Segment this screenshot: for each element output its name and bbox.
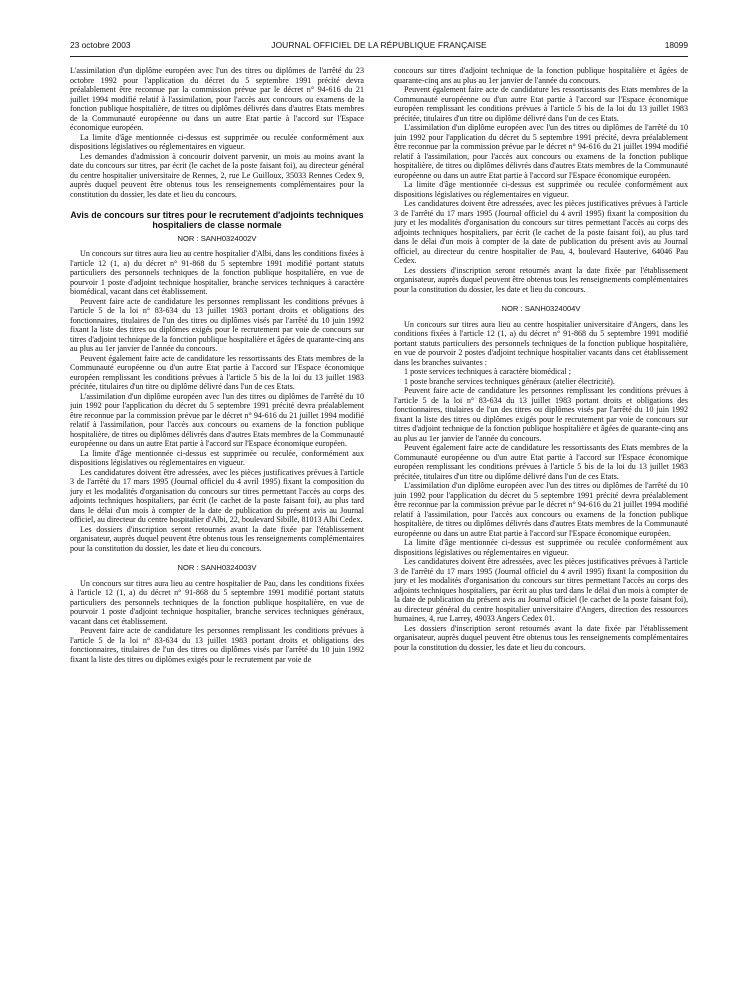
header-date: 23 octobre 2003: [70, 40, 131, 50]
paragraph: Les dossiers d'inscription seront retournés avant la date fixée par l'établissement organisateur, auprès duquel peuvent être obtenus tous les renseignements complémentaires pour la constitution du dossier, les date et lieu du concours.: [394, 623, 688, 652]
paragraph: L'assimilation d'un diplôme européen avec l'un des titres ou diplômes de l'arrêté du 23 octobre 1992 pour l'application du décret du 5 septembre 1991 précité devra préalablement être reconnue par la commission prévue par le décret n° 94-616 du 21 juillet 1994 modifié relatif à l'assimilation, pour l'accès aux concours ou examens de la fonction publique hospitalière, de titres ou diplômes délivrés dans d'autres Etats membres de la Communauté européenne ou dans un autre Etat partie à l'accord sur l'Espace économique européen.: [70, 66, 364, 132]
nor-reference: NOR : SANH0324003V: [177, 563, 257, 573]
paragraph: Les candidatures doivent être adressées, avec les pièces justificatives prévues à l'article 3 de l'arrêté du 17 mars 1995 (Journal officiel du 4 avril 1995) fixant la composition du jury et les modalités d'organisation du concours sur titres permettant l'accès au corps des adjoints techniques hospitaliers, par écrit au plus tard dans le délai d'un mois à compter de la date de publication du présent avis au Journal officiel (le cachet de la poste faisant foi), au directeur général du centre hospitalier universitaire d'Angers, direction des ressources humaines, 4, rue Larrey, 49033 Angers Cedex 01.: [394, 557, 688, 623]
header-page-number: 18099: [664, 40, 688, 50]
paragraph: La limite d'âge mentionnée ci-dessus est supprimée ou reculée conformément aux dispositions législatives ou réglementaires en vigueur.: [394, 538, 688, 557]
paragraph: Peuvent faire acte de candidature les personnes remplissant les conditions prévues à l'article 5 de la loi n° 83-634 du 13 juillet 1983 portant droits et obligations des fonctionnaires, titulaires de l'un des titres ou diplômes visés par l'arrêté du 10 juin 1992 fixant la liste des titres ou diplômes exigés pour le recrutement par voie de: [70, 626, 364, 664]
left-column: [70, 66, 364, 978]
page-header: [70, 40, 688, 56]
paragraph: Les demandes d'admission à concourir doivent parvenir, un mois au moins avant la date du concours sur titres, par écrit (le cachet de la poste faisant foi), au directeur général du centre hospitalier universitaire de Rennes, 2, rue Le Guilloux, 35033 Rennes Cedex 9, auprès duquel peuvent être obtenus tous les renseignements complémentaires pour la constitution du dossier, les date et lieu du concours.: [70, 151, 364, 199]
paragraph: Peuvent également faire acte de candidature les ressortissants des Etats membres de la Communauté européenne ou d'un autre Etat partie à l'accord sur l'Espace économique européen remplissant les conditions prévues à l'article 5 bis de la loi du 13 juillet 1983 précitée, titulaires d'un titre ou diplôme délivré dans l'un de ces Etats.: [394, 443, 688, 481]
nor-reference: NOR : SANH0324004V: [501, 304, 581, 313]
notice-title: Avis de concours sur titres pour le recrutement d'adjoints techniques hospitaliers de classe normale: [70, 210, 364, 231]
paragraph: Un concours sur titres aura lieu au centre hospitalier de Pau, dans les conditions fixées à l'article 12 (1, a) du décret n° 91-868 du 5 septembre 1991 modifié portant statuts particuliers des personnels techniques de la fonction publique hospitalière, en vue de pourvoir 1 poste d'adjoint technique hospitalier, branche services techniques généraux, vacant dans cet établissement.: [70, 578, 364, 626]
header-rule: [70, 56, 688, 57]
paragraph: Les dossiers d'inscription seront retournés avant la date fixée par l'établissement organisateur, auprès duquel peuvent être obtenus tous les renseignements complémentaires pour la constitution du dossier, les date et lieu du concours.: [394, 265, 688, 294]
paragraph: La limite d'âge mentionnée ci-dessus est supprimée ou reculée conformément aux dispositions législatives ou réglementaires en vigueur.: [70, 132, 364, 151]
paragraph: La limite d'âge mentionnée ci-dessus est supprimée ou reculée, conformément aux dispositions législatives ou réglementaires en vigueur.: [70, 448, 364, 468]
nor-reference: NOR : SANH0324002V: [177, 233, 257, 243]
list-item: 1 poste services techniques à caractère biomédical ;: [404, 367, 571, 376]
paragraph: Un concours sur titres aura lieu au centre hospitalier universitaire d'Angers, dans les conditions fixées à l'article 12 (1, a) du décret n° 91-868 du 5 septembre 1991 modifié portant statuts particuliers des personnels techniques de la fonction publique hospitalière, en vue de pourvoir 2 postes d'adjoint technique hospitalier vacants dans cet établissement dans les branches suivantes :: [394, 319, 688, 367]
paragraph: L'assimilation d'un diplôme européen avec l'un des titres ou diplômes de l'arrêté du 10 juin 1992 pour l'application du décret du 5 septembre 1991 précité devra préalablement être reconnue par la commission prévue par le décret n° 94-616 du 21 juillet 1994 modifié relatif à l'assimilation, pour l'accès aux concours ou examens de la fonction publique hospitalière, de titres ou diplômes délivrés dans d'autres Etats membres de la Communauté européenne ou dans un autre Etat partie à l'accord sur l'Espace économique européen.: [394, 481, 688, 538]
paragraph: L'assimilation d'un diplôme européen avec l'un des titres ou diplômes de l'arrêté du 10 juin 1992 pour l'application du décret du 5 septembre 1991 précité devra préalablement être reconnue par la commission prévue par le décret n° 94-616 du 21 juillet 1994 modifié relatif à l'assimilation, pour l'accès aux concours ou examens de la fonction publique hospitalière, de titres ou diplômes délivrés dans d'autres Etats membres de la Communauté européenne ou dans un autre Etat partie à l'accord sur l'Espace économique européen.: [70, 391, 364, 449]
paragraph: Peuvent également faire acte de candidature les ressortissants des Etats membres de la Communauté européenne ou d'un autre Etat partie à l'accord sur l'Espace économique européen remplissant les conditions prévues à l'article 5 bis de la loi du 13 juillet 1983 précitée, titulaires d'un titre ou diplôme délivré dans l'un de ces Etats.: [70, 353, 364, 392]
paragraph: concours sur titres d'adjoint technique de la fonction publique hospitalière et âgées de quarante-cinq ans au plus au 1er janvier de l'année du concours.: [394, 66, 688, 85]
paragraph: L'assimilation d'un diplôme européen avec l'un des titres ou diplômes de l'arrêté du 10 juin 1992 pour l'application du décret du 5 septembre 1991 précité, devra préalablement être reconnue par la commission prévue par le décret n° 94-616 du 21 juillet 1994 modifié relatif à l'assimilation, pour l'accès aux concours ou examens de la fonction publique hospitalière, de titres ou diplômes délivrés dans d'autres Etats membres de la Communauté européenne ou dans un autre Etat partie à l'accord sur l'Espace économique européen.: [394, 123, 688, 180]
paragraph: Peuvent faire acte de candidature les personnes remplissant les conditions prévues à l'article 5 de la loi n° 83-634 du 13 juillet 1983 portant droits et obligations des fonctionnaires, titulaires de l'un des titres ou diplômes visés par l'arrêté du 10 juin 1992 fixant la liste des titres ou diplômes exigés pour le recrutement par voie de concours sur titres d'adjoint technique de la fonction publique hospitalière et âgées de quarante-cinq ans au plus au 1er janvier de l'année du concours.: [70, 296, 364, 354]
paragraph: Les candidatures doivent être adressées, avec les pièces justificatives prévues à l'article 3 de l'arrêté du 17 mars 1995 (Journal officiel du 4 avril 1995) fixant la composition du jury et les modalités d'organisation du concours sur titres permettant l'accès au corps des adjoints techniques hospitaliers, par écrit (le cachet de la poste faisant foi), au plus tard dans le délai d'un mois à compter de la date de publication du présent avis au Journal officiel, au directeur du centre hospitalier de Pau, 4, boulevard Hauterive, 64046 Pau Cedex.: [394, 199, 688, 265]
header-journal-title: JOURNAL OFFICIEL DE LA RÉPUBLIQUE FRANÇAISE: [271, 40, 487, 50]
paragraph: Les dossiers d'inscription seront retournés avant la date fixée par l'établissement organisateur, auprès duquel peuvent être obtenus tous les renseignements complémentaires pour la constitution du dossier, les date et lieu du concours.: [70, 524, 364, 553]
list-item: 1 poste branche services techniques généraux (atelier électricité).: [404, 376, 615, 386]
paragraph: Les candidatures doivent être adressées, avec les pièces justificatives prévues à l'article 3 de l'arrêté du 17 mars 1995 (Journal officiel du 4 avril 1995) fixant la composition du jury et les modalités d'organisation du concours sur titres permettant l'accès au corps des adjoints techniques hospitaliers, par écrit (le cachet de la poste faisant foi), au plus tard dans le délai d'un mois à compter de la date de publication du présent avis au Journal officiel, au directeur du centre hospitalier d'Albi, 22, boulevard Sibille, 81013 Albi Cedex.: [70, 467, 364, 525]
paragraph: La limite d'âge mentionnée ci-dessus est supprimée ou reculée conformément aux dispositions législatives ou réglementaires en vigueur.: [394, 180, 688, 199]
paragraph: Un concours sur titres aura lieu au centre hospitalier d'Albi, dans les conditions fixées à l'article 12 (1, a) du décret n° 91-868 du 5 septembre 1991 modifié portant statuts particuliers des personnels techniques de la fonction publique hospitalière, en vue de pourvoir 1 poste d'adjoint technique hospitalier, branche services techniques à caractère biomédical, vacant dans cet établissement.: [70, 249, 364, 297]
paragraph: Peuvent faire acte de candidature les personnes remplissant les conditions prévues à l'article 5 de la loi n° 83-634 du 13 juillet 1983 portant droits et obligations des fonctionnaires, titulaires de l'un des titres ou diplômes visés par l'arrêté du 10 juin 1992 fixant la liste des titres ou diplômes exigés pour le recrutement par voie de concours sur titres d'adjoint technique de la fonction publique hospitalière et âgées de quarante-cinq ans au plus au 1er janvier de l'année du concours.: [394, 386, 688, 443]
paragraph: Peuvent également faire acte de candidature les ressortissants des Etats membres de la Communauté européenne ou d'un autre Etat partie à l'accord sur l'Espace économique européen remplissant les conditions prévues à l'article 5 bis de la loi du 13 juillet 1983 précitée, titulaires d'un titre ou diplôme délivré dans l'un de ces Etats.: [394, 85, 688, 123]
right-column: [394, 66, 688, 978]
